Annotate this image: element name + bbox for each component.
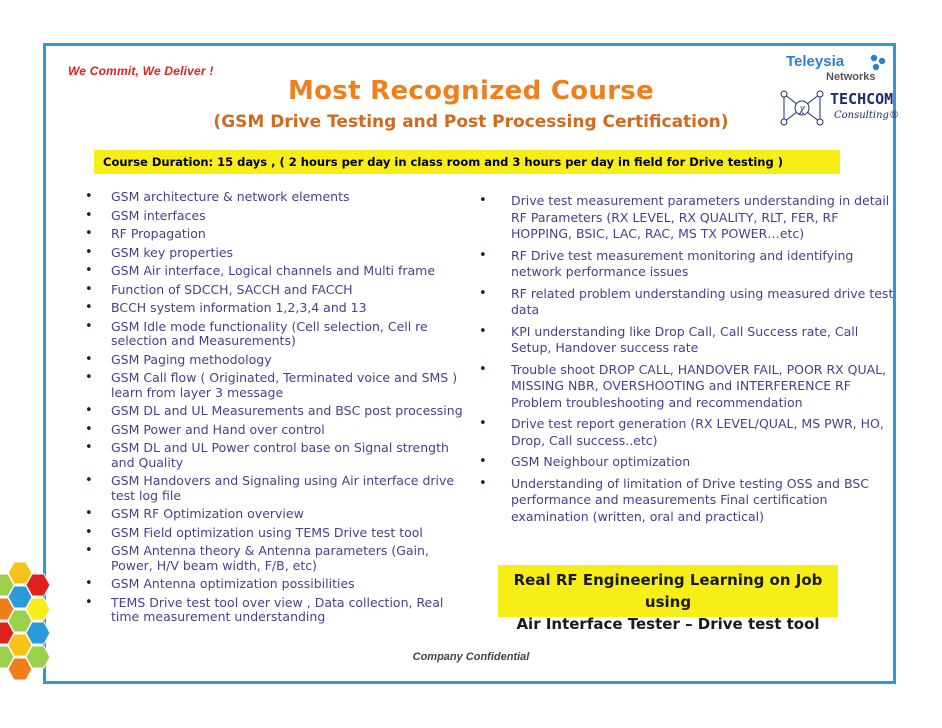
list-item [479, 361, 896, 412]
bullet-icon: • [85, 189, 93, 204]
list-item [479, 285, 896, 319]
left-topic-list [85, 189, 471, 629]
list-item [85, 524, 471, 541]
bullet-icon: • [479, 361, 487, 377]
list-item [85, 263, 471, 279]
list-item [85, 207, 471, 224]
list-item-text: Understanding of limitation of Drive testing OSS and BSC performance and measurements Final certification examination (written, oral and practical) [511, 475, 869, 524]
techcom-logo [778, 88, 899, 130]
list-item-text: GSM Paging methodology [111, 351, 272, 367]
bullet-icon: • [85, 207, 93, 223]
list-item [85, 440, 471, 470]
list-item-text: GSM DL and UL Power control base on Signal strength and Quality [111, 440, 449, 470]
highlight-callout [498, 565, 838, 633]
bullet-icon: • [85, 421, 93, 437]
bullet-icon: • [85, 281, 93, 297]
teleysia-logo [786, 53, 886, 87]
techcom-logo-name: TECHCOM [830, 90, 894, 108]
bullet-icon: • [85, 543, 93, 558]
list-item-text: GSM key properties [111, 244, 234, 260]
teleysia-logo-name: Teleysia [786, 53, 845, 70]
bullet-icon: • [85, 226, 93, 241]
bullet-icon: • [479, 247, 487, 263]
list-item [85, 421, 471, 438]
bullet-icon: • [479, 323, 487, 339]
page-subtitle: (GSM Drive Testing and Post Processing Certification) [213, 112, 729, 132]
list-item-text: RF related problem understanding using measured drive test data [511, 285, 894, 317]
list-item-text: BCCH system information 1,2,3,4 and 13 [111, 300, 367, 315]
bullet-icon: • [85, 244, 93, 260]
bullet-icon: • [479, 454, 487, 469]
list-item [85, 244, 471, 261]
bullet-icon: • [85, 300, 93, 315]
list-item-text: KPI understanding like Drop Call, Call Success rate, Call Setup, Handover success rate [511, 323, 859, 355]
list-item-text: GSM architecture & network elements [111, 189, 350, 204]
list-item-text: Drive test measurement parameters understanding in detail RF Parameters (RX LEVEL, RX QUALITY, RLT, FER, RF HOPPING, BSIC, LAC, RAC, MS TX POWER…etc) [511, 193, 890, 241]
list-item-text: GSM Idle mode functionality (Cell selection, Cell re selection and Measurements) [111, 318, 428, 348]
list-item-text: Drive test report generation (RX LEVEL/QUAL, MS PWR, HO, Drop, Call success..etc) [511, 416, 884, 448]
list-item-text: GSM Antenna theory & Antenna parameters (Gain, Power, H/V beam width, F/B, etc) [111, 543, 429, 573]
list-item [85, 594, 471, 625]
bullet-icon: • [85, 594, 93, 610]
list-item [85, 506, 471, 522]
page-title: Most Recognized Course [287, 76, 655, 106]
bullet-icon: • [479, 475, 487, 491]
bullet-icon: • [85, 318, 93, 334]
list-item-text: RF Drive test measurement monitoring and identifying network performance issues [511, 247, 854, 279]
tagline: We Commit, We Deliver ! [68, 64, 214, 78]
list-item [479, 475, 896, 526]
bullet-icon: • [479, 416, 487, 431]
bullet-icon: • [85, 524, 93, 540]
list-item-text: GSM interfaces [111, 207, 206, 223]
list-item [479, 454, 896, 471]
list-item [85, 370, 471, 400]
list-item-text: GSM Antenna optimization possibilities [111, 576, 355, 591]
list-item [479, 247, 896, 281]
list-item-text: Function of SDCCH, SACCH and FACCH [111, 281, 353, 297]
bullet-icon: • [479, 285, 487, 301]
bullet-icon: • [85, 351, 93, 367]
list-item-text: GSM Air interface, Logical channels and Multi frame [111, 263, 436, 278]
list-item [85, 403, 471, 419]
bullet-icon: • [85, 576, 93, 591]
list-item [479, 193, 896, 243]
list-item [85, 300, 471, 316]
list-item [479, 416, 896, 449]
list-item-text: GSM Neighbour optimization [511, 454, 691, 469]
course-duration-banner: Course Duration: 15 days , ( 2 hours per day in class room and 3 hours per day in field for Drive testing ) [94, 150, 840, 174]
bullet-icon: • [85, 506, 93, 521]
footer-confidential: Company Confidential [412, 651, 530, 663]
techcom-logo-sub: Consulting® [834, 110, 899, 121]
list-item-text: RF Propagation [111, 226, 206, 241]
list-item [479, 323, 896, 357]
highlight-line-1: Real RF Engineering Learning on Job using [513, 571, 823, 611]
list-item-text: TEMS Drive test tool over view , Data collection, Real time measurement understanding [111, 594, 444, 624]
list-item [85, 351, 471, 368]
list-item [85, 189, 471, 205]
list-item [85, 318, 471, 349]
bullet-icon: • [85, 370, 93, 385]
teleysia-mark-icon [868, 53, 888, 73]
list-item-text: GSM Call flow ( Originated, Terminated voice and SMS ) learn from layer 3 message [111, 370, 458, 400]
bullet-icon: • [479, 193, 487, 208]
bullet-icon: • [85, 473, 93, 488]
right-topic-list [479, 193, 896, 530]
techcom-mark-letter: χ [798, 104, 806, 115]
list-item-text: GSM RF Optimization overview [111, 506, 304, 521]
bullet-icon: • [85, 403, 93, 418]
teleysia-logo-sub: Networks [826, 71, 876, 83]
bullet-icon: • [85, 440, 93, 455]
network-nodes-icon [778, 88, 826, 128]
list-item [85, 543, 471, 573]
highlight-line-2: Air Interface Tester – Drive test tool [516, 615, 820, 633]
list-item [85, 281, 471, 298]
list-item-text: Trouble shoot DROP CALL, HANDOVER FAIL, POOR RX QUAL, MISSING NBR, OVERSHOOTING and INTERFERENCE RF Problem troubleshooting and recommendation [511, 361, 887, 410]
list-item-text: GSM Handovers and Signaling using Air interface drive test log file [111, 473, 455, 503]
list-item-text: GSM Field optimization using TEMS Drive test tool [111, 524, 423, 540]
list-item-text: GSM DL and UL Measurements and BSC post processing [111, 403, 463, 418]
list-item-text: GSM Power and Hand over control [111, 421, 325, 437]
list-item [85, 473, 471, 503]
list-item [85, 576, 471, 592]
list-item [85, 226, 471, 242]
bullet-icon: • [85, 263, 93, 278]
decorative-hexagons-icon [0, 560, 70, 710]
